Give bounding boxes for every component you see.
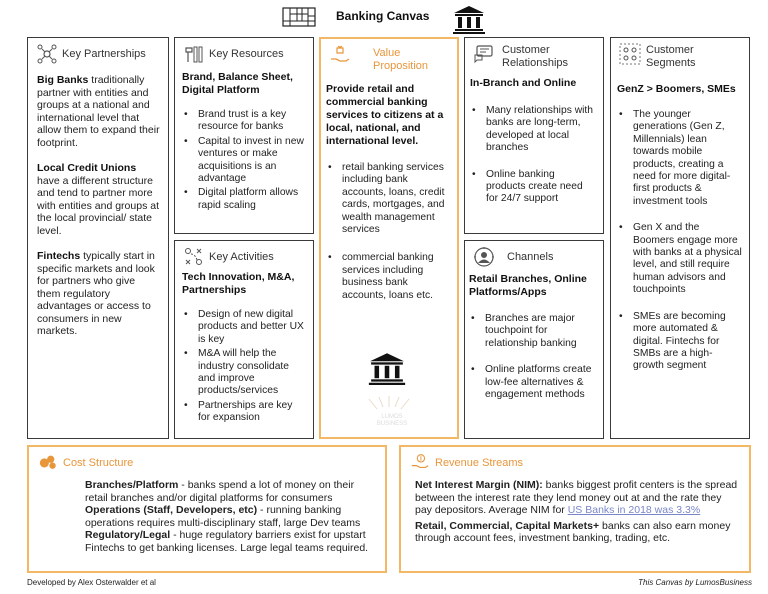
bank-icon: [367, 351, 407, 385]
list-item: • Digital platform allows rapid scaling: [182, 187, 306, 212]
key-resources-box: [174, 37, 314, 234]
key-partnerships-body: [28, 68, 168, 338]
key-partnerships-header: [28, 38, 168, 68]
page-title: Banking Canvas: [336, 9, 430, 23]
cost-item: Branches/Platform - banks spend a lot of money on their retail branches and/or digital platforms for consumers: [85, 479, 355, 504]
chat-icon: [473, 43, 495, 65]
customer-relationships-list: [470, 105, 597, 206]
key-resources-header: [175, 38, 313, 68]
sunburst-icon: [357, 395, 427, 411]
cost-structure-box: [27, 445, 387, 573]
channels-header: [465, 241, 603, 271]
list-item: • commercial banking services including business bank accounts, loans etc.: [326, 252, 451, 302]
key-partnerships-title: Key Partnerships: [62, 48, 146, 60]
customer-relationships-subtitle: In-Branch and Online: [470, 77, 577, 89]
key-activities-list: [182, 309, 306, 425]
coins-icon: [37, 452, 59, 472]
money-hand-icon: [409, 452, 431, 472]
key-resources-list: [182, 109, 306, 212]
person-circle-icon: [473, 246, 495, 268]
key-activities-subtitle: Tech Innovation, M&A, Partnerships: [182, 271, 295, 296]
footer-attribution: This Canvas by LumosBusiness: [638, 578, 752, 587]
key-partnerships-box: [27, 37, 169, 439]
value-proposition-box: [319, 37, 459, 439]
value-proposition-subtitle: Provide retail and commercial banking services to citizens at a local, national, and international level.: [326, 83, 444, 147]
customer-segments-box: [610, 37, 750, 439]
list-item: • Online platforms create low-fee alternatives & engagement methods: [469, 364, 597, 401]
key-resources-body: [175, 68, 313, 212]
channels-box: [464, 240, 604, 439]
list-item: • M&A will help the industry consolidate and improve products/services: [182, 348, 306, 398]
customer-segments-subtitle: GenZ > Boomers, SMEs: [617, 83, 736, 95]
channels-list: [469, 313, 597, 401]
value-proposition-header: [321, 39, 457, 79]
list-item: • Capital to invest in new ventures or make acquisitions is an advantage: [182, 136, 306, 186]
customer-segments-header: [611, 38, 749, 72]
list-item: • The younger generations (Gen Z, Millennials) lean towards mobile products, creating a need for more digital-first products & investment tools: [617, 109, 743, 208]
key-activities-box: [174, 240, 314, 439]
list-item: • Many relationships with banks are long-term, developed at local branches: [470, 105, 597, 155]
list-item: • Brand trust is a key resource for banks: [182, 109, 306, 134]
key-activities-header: [175, 241, 313, 271]
customer-segments-title: Customer Segments: [646, 44, 696, 69]
header: [0, 4, 768, 30]
partnership-paragraph: Fintechs typically start in specific markets and look for partners who give them regulatory advantages or access to consumers in new markets.: [37, 250, 155, 337]
revenue-streams-title: Revenue Streams: [435, 457, 524, 469]
cost-structure-body: [29, 471, 385, 554]
lumos-business-logo: LUMOS BUSINESS: [357, 395, 427, 431]
customer-relationships-box: [464, 37, 604, 234]
footer-credit: Developed by Alex Osterwalder et al: [27, 578, 156, 587]
activities-icon: [183, 246, 205, 268]
cost-structure-title: Cost Structure: [63, 457, 134, 469]
customer-segments-body: [611, 72, 749, 373]
bank-icon: [452, 4, 486, 34]
canvas-grid-icon: [282, 7, 316, 27]
resources-icon: [183, 43, 205, 65]
key-resources-title: Key Resources: [209, 48, 284, 60]
cost-item: Operations (Staff, Developers, etc) - running banking operations requires multi-disciplinary staff, large Dev teams: [85, 504, 361, 529]
revenue-streams-header: [401, 447, 749, 471]
cost-structure-header: [29, 447, 385, 471]
people-group-icon: [619, 43, 641, 65]
value-proposition-body: [321, 79, 457, 302]
channels-subtitle: Retail Branches, Online Platforms/Apps: [469, 273, 587, 298]
list-item: • Online banking products create need for 24/7 support: [470, 169, 597, 206]
revenue-streams-body: [401, 471, 749, 545]
customer-relationships-header: [465, 38, 603, 72]
list-item: • SMEs are becoming more automated & digital. Fintechs for SMBs are a high-growth segment: [617, 311, 743, 373]
revenue-item: Retail, Commercial, Capital Markets+ banks can also earn money through account fees, investment banking, trading, etc.: [415, 519, 731, 544]
customer-segments-list: [617, 109, 743, 373]
key-activities-body: [175, 271, 313, 425]
partnership-paragraph: Big Banks traditionally partner with entities and groups at a national and international level that allow them to expand their footprint.: [37, 74, 160, 149]
customer-relationships-title: Customer Relationships: [502, 44, 569, 69]
revenue-streams-box: [399, 445, 751, 573]
nim-link[interactable]: US Banks in 2018 was 3.3%: [567, 504, 701, 516]
customer-relationships-body: [465, 72, 603, 206]
key-activities-title: Key Activities: [209, 251, 274, 263]
list-item: • Branches are major touchpoint for relationship banking: [469, 313, 597, 350]
gift-hand-icon: [329, 44, 351, 66]
list-item: • retail banking services including bank accounts, loans, credit cards, mortgages, and wealth management services: [326, 162, 451, 236]
cost-item: Regulatory/Legal - huge regulatory barriers exist for upstart Fintechs to get banking licenses. Large legal teams required.: [85, 529, 369, 554]
list-item: • Partnerships are key for expansion: [182, 400, 306, 425]
value-proposition-title: Value Proposition: [373, 47, 429, 72]
value-proposition-list: [326, 162, 451, 302]
revenue-item: Net Interest Margin (NIM): banks biggest profit centers is the spread between the interest rate they lend money out at and the rate they pay depositors. Average NIM for US Banks in 2018 was 3.3%: [415, 479, 738, 516]
channels-body: [465, 271, 603, 401]
channels-title: Channels: [507, 251, 554, 263]
list-item: • Design of new digital products and better UX is key: [182, 309, 306, 346]
network-icon: [36, 43, 58, 65]
partnership-paragraph: Local Credit Unions have a different structure and tend to partner more with entities and groups at the local provincial/ state level.: [37, 162, 159, 237]
list-item: • Gen X and the Boomers engage more with banks at a physical level, and still require human advisors and touchpoints: [617, 222, 743, 296]
key-resources-subtitle: Brand, Balance Sheet, Digital Platform: [182, 71, 293, 96]
